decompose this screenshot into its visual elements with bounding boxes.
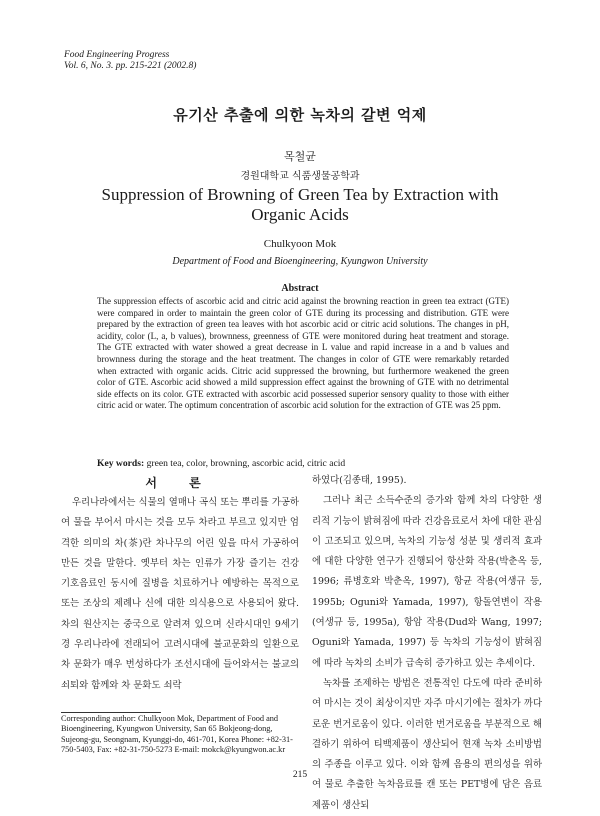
journal-citation: Vol. 6, No. 3. pp. 215-221 (2002.8) [64,61,197,71]
paragraph: 녹차를 조제하는 방법은 전통적인 다도에 따라 준비하여 마시는 것이 최상이지만 자주 마시기에는 절차가 까다로운 번거로움이 있다. 이러한 번거로움을 부분적으로 해결하기 위하여 티백제품이 생산되어 현재 녹차 소비방법의 주종을 이루고 있다. 이와 함께 음용의 편의성을 위하여 물로 추출한 녹차음료를 캔 또는 PET병에 담은 음료제품이 생산되 [312,677,542,811]
corresponding-author-footnote: Corresponding author: Chulkyoon Mok, Department of Food and Bioengineering, Kyungwon University, San 65 Bokjeong-dong, Sujeong-gu, Seongnam, Kyunggi-do, 461-701, Korea Phone: +82-31-750-5403, Fax: +82-31-750-5273 E-mail: mokck@kyungwon.ac.kr [61,714,293,755]
left-column-body [61,493,299,713]
author-korean: 목철균 [284,150,316,163]
keywords [97,458,517,469]
keywords-text: green tea, color, browning, ascorbic acid, citric acid [146,458,346,469]
paragraph: 하였다(김종태, 1995). [312,475,407,486]
footnote-divider [61,712,161,713]
abstract-heading: Abstract [281,283,319,294]
section-heading-introduction: 서 론 [145,476,215,490]
paragraph: 그러나 최근 소득수준의 증가와 함께 차의 다양한 생리적 기능이 밝혀짐에 따라 건강음료로서 차에 대한 관심이 고조되고 있으며, 녹차의 기능성 성분 및 생리적 효과에 대한 다양한 연구가 진행되어 항산화 작용(박춘옥 등, 1996; 류병호와 박춘옥, 1997), 항균 작용(여생규 등, 1995b; Oguni와 Yamada, 1997), 항돌연변이 작용(여생규 등, 1995a), 항암 작용(Dud와 Wang, 1997; Oguni와 Yamada, 1997) 등 녹차의 기능성이 밝혀짐에 따라 녹차의 소비가 급속히 증가하고 있는 추세이다. [312,495,542,669]
journal-header [64,50,196,72]
title-korean: 유기산 추출에 의한 녹차의 갈변 억제 [173,106,427,124]
abstract-text: The suppression effects of ascorbic acid and citric acid against the browning reaction in green tea extract (GTE) were compared in order to maintain the green color of GTE during its processing and distribution. GTE were prepared by the extraction of green tea leaves with hot ascorbic acid or citric acid solutions. The changes in pH, acidity, color (L, a, b values), brownness, greenness of GTE were monitored during heat treatment and storage. The GTE extracted with water showed a great decrease in L value and rapid increase in a and b values and brownness during the storage and the heat treatment. The changes in color of GTE were remarkably retarded when extracted with organic acids. Citric acid suppressed the browning, but furthermore weakened the green color of GTE. Ascorbic acid showed a mild suppression effect against the browning of GTE with no detrimental side effects on its color. GTE extracted with ascorbic acid possessed superior sensory quality to those with either citric acid or water. The optimum concentration of ascorbic acid solution for the extraction of GTE was 25 ppm. [97,296,509,411]
author-english: Chulkyoon Mok [263,238,337,250]
page-number: 215 [292,770,308,780]
affiliation-korean: 경원대학교 식품생물공학과 [240,171,360,182]
paragraph: 우리나라에서는 식물의 열매나 곡식 또는 뿌리를 가공하여 물을 부어서 마시는 것을 모두 차라고 부르고 있지만 엄격한 의미의 차(茶)란 차나무의 어린 잎을 따서 가공하여 만든 것을 말한다. 옛부터 차는 인류가 가장 즐기는 건강 기호음료인 동시에 질병을 치료하거나 예방하는 목적으로 또는 조상의 제례나 신에 대한 의식용으로 사용되어 왔다. 차의 원산지는 중국으로 알려져 있으며 신라시대인 9세기경 우리나라에 전래되어 고려시대에 불교문화의 일환으로 차 문화가 매우 번성하다가 조선시대에 들어와서는 불교의 쇠퇴와 함께와 차 문화도 쇠락 [61,497,299,691]
journal-name: Food Engineering Progress [64,50,170,60]
affiliation-english: Department of Food and Bioengineering, Kyungwon University [172,256,428,267]
keywords-label: Key words: [97,458,145,469]
title-english: Suppression of Browning of Green Tea by Extraction with Organic Acids [101,185,499,224]
right-column-body [312,471,542,811]
